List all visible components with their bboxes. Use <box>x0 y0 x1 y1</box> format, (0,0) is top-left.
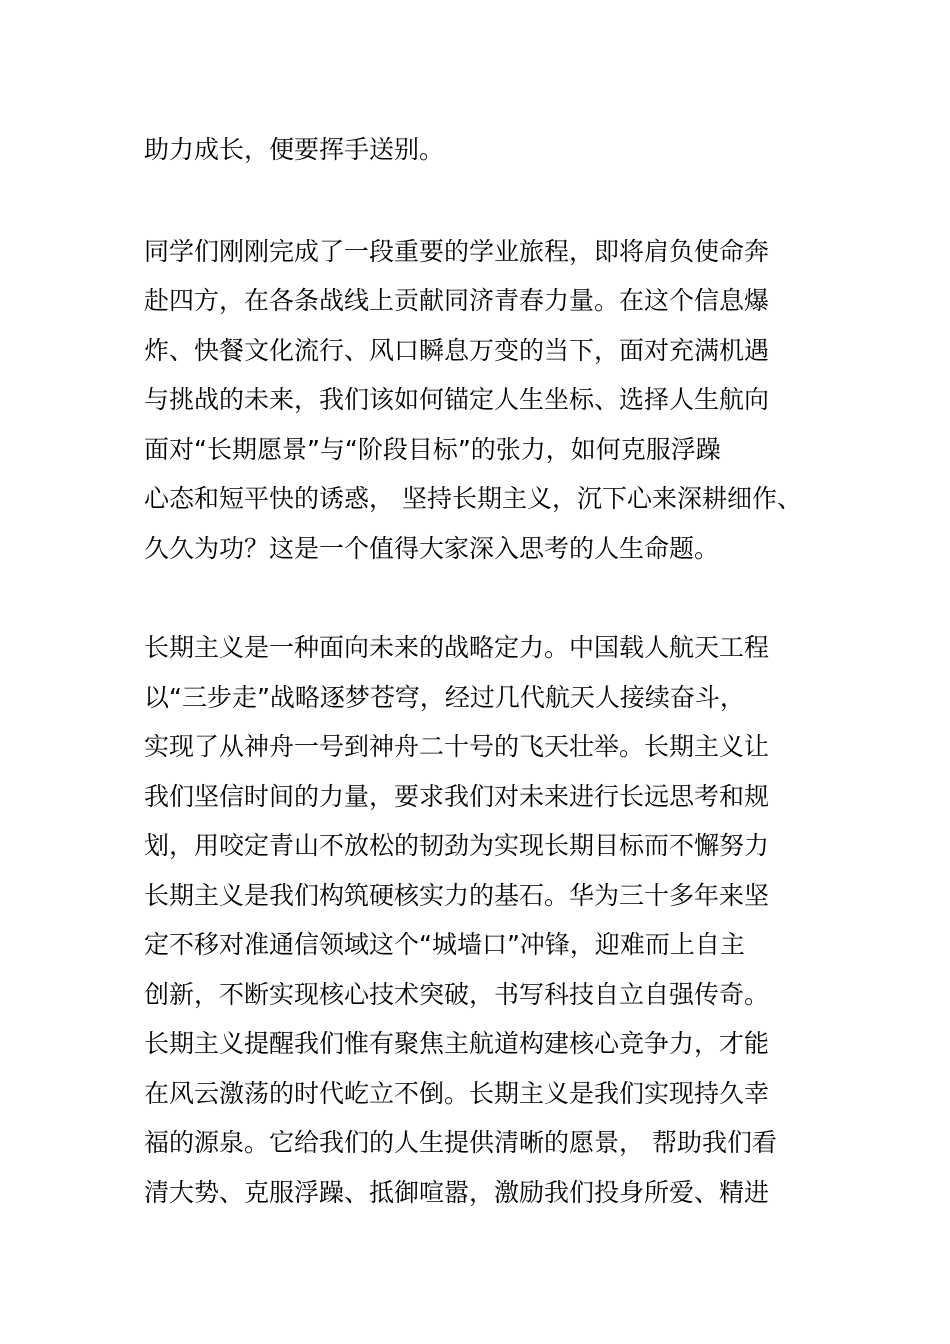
paragraph-2-line-2: 赴四方，在各条战线上贡献同济青春力量。在这个信息爆 <box>144 286 770 315</box>
paragraph-3-line-4: 我们坚信时间的力量，要求我们对未来进行长远思考和规 <box>144 782 770 811</box>
paragraph-3-line-2: 以“三步走”战略逐梦苍穹，经过几代航天人接续奋斗， <box>144 683 745 712</box>
paragraph-3-line-9: 长期主义提醒我们惟有聚焦主航道构建核心竞争力，才能 <box>144 1029 770 1058</box>
paragraph-3-line-5: 划，用咬定青山不放松的韧劲为实现长期目标而不懈努力 <box>144 831 770 860</box>
paragraph-3-line-6: 长期主义是我们构筑硬核实力的基石。华为三十多年来坚 <box>144 881 770 910</box>
paragraph-2-line-1: 同学们刚刚完成了一段重要的学业旅程，即将肩负使命奔 <box>144 237 770 266</box>
paragraph-3-line-1: 长期主义是一种面向未来的战略定力。中国载人航天工程 <box>144 633 770 662</box>
paragraph-1-line-1: 助力成长，便要挥手送别。 <box>144 135 445 164</box>
paragraph-2-line-3: 炸、快餐文化流行、风口瞬息万变的当下，面对充满机遇 <box>144 336 770 365</box>
paragraph-3-line-11: 福的源泉。它给我们的人生提供清晰的愿景， 帮助我们看 <box>144 1128 777 1157</box>
paragraph-3-line-3: 实现了从神舟一号到神舟二十号的飞天壮举。长期主义让 <box>144 732 770 761</box>
paragraph-3-line-10: 在风云激荡的时代屹立不倒。长期主义是我们实现持久幸 <box>144 1079 770 1108</box>
paragraph-2-line-4: 与挑战的未来，我们该如何锚定人生坐标、选择人生航向 <box>144 385 770 414</box>
paragraph-3-line-12: 清大势、克服浮躁、抵御喧嚣，激励我们投身所爱、精进 <box>144 1178 770 1207</box>
paragraph-3-line-7: 定不移对准通信领域这个“城墙口”冲锋，迎难而上自主 <box>144 930 745 959</box>
paragraph-2-line-7: 久久为功？这是一个值得大家深入思考的人生命题。 <box>144 534 720 563</box>
paragraph-3-line-8: 创新，不断实现核心技术突破，书写科技自立自强传奇。 <box>144 980 770 1009</box>
paragraph-2-line-5: 面对“长期愿景”与“阶段目标”的张力，如何克服浮躁 <box>144 435 721 464</box>
paragraph-2-line-6: 心态和短平快的诱惑， 坚持长期主义，沉下心来深耕细作、 <box>144 484 802 513</box>
